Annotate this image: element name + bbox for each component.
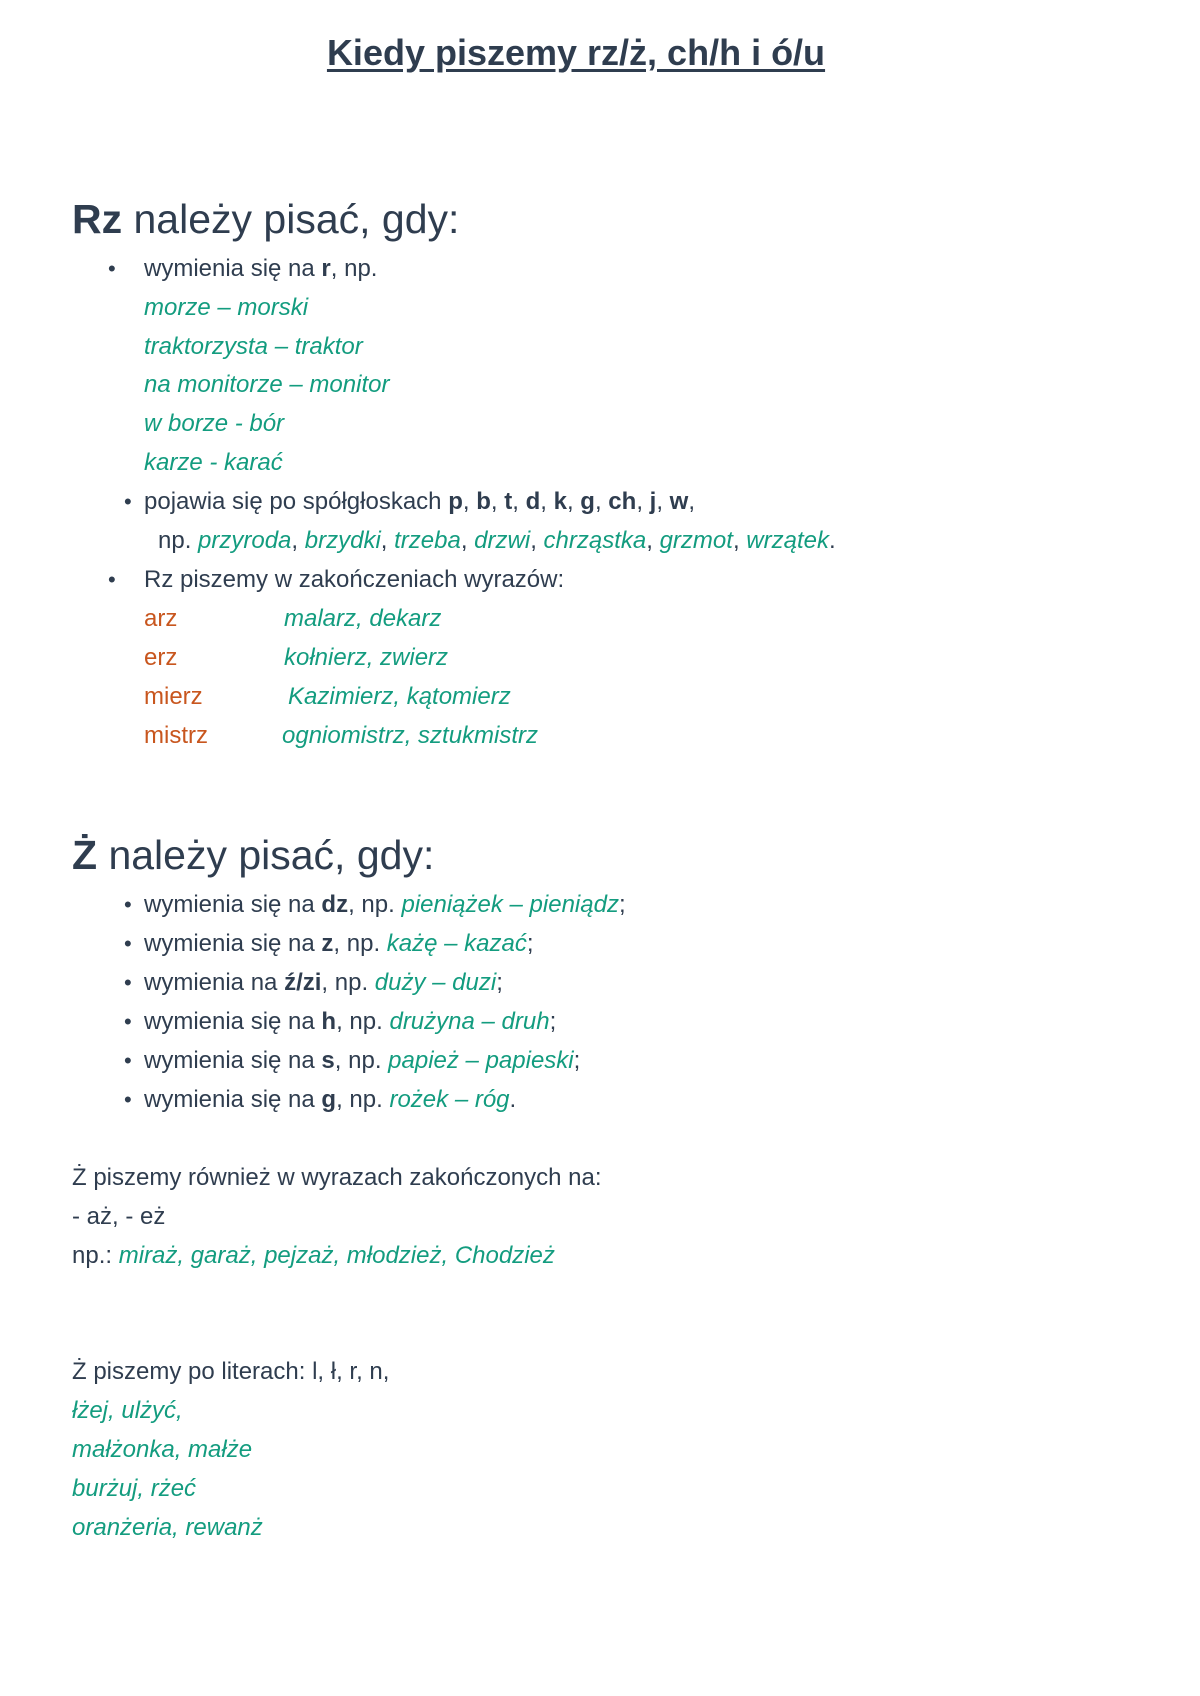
rz-section-heading [72, 196, 459, 243]
rz-example-1: morze – morski [144, 294, 309, 321]
z-bullet-4: wymienia się na h, np. drużyna – druh; [144, 1008, 557, 1035]
rz-heading-bold: Rz [72, 196, 123, 242]
bullet-dot: • [124, 1048, 132, 1073]
z-letters-example-2: małżonka, małże [72, 1436, 253, 1463]
rz-bullet2-examples: np. przyroda, brzydki, trzeba, drzwi, chrząstka, grzmot, wrzątek. [158, 527, 836, 554]
rz-suffix-mierz-examples: Kazimierz, kątomierz [288, 683, 511, 710]
z-bullet-1: wymienia się na dz, np. pieniążek – pieniądz; [144, 891, 626, 918]
page-title: Kiedy piszemy rz/ż, ch/h i ó/u [326, 32, 826, 73]
bullet-dot: • [124, 970, 132, 995]
z-bullet-2: wymienia się na z, np. każę – kazać; [144, 930, 534, 957]
rz-suffix-mistrz: mistrz [144, 722, 208, 749]
z-bullet-3: wymienia na ź/zi, np. duży – duzi; [144, 969, 503, 996]
z-letters-intro: Ż piszemy po literach: l, ł, r, n, [72, 1358, 390, 1385]
rz-example-3: na monitorze – monitor [144, 371, 390, 398]
z-bullet-5: wymienia się na s, np. papież – papieski; [144, 1047, 581, 1074]
z-section-heading [72, 832, 434, 879]
rz-example-2: traktorzysta – traktor [144, 333, 363, 360]
bullet-dot: • [108, 256, 116, 281]
bullet-dot: • [124, 931, 132, 956]
bullet-dot: • [124, 892, 132, 917]
rz-suffix-mistrz-examples: ogniomistrz, sztukmistrz [282, 722, 539, 749]
rz-example-5: karze - karać [144, 449, 283, 476]
z-endings-examples: np.: miraż, garaż, pejzaż, młodzież, Chodzież [72, 1242, 555, 1269]
z-heading-rest: należy pisać, gdy: [97, 832, 435, 878]
rz-suffix-erz: erz [144, 644, 178, 671]
z-letters-example-3: burżuj, rżeć [72, 1475, 197, 1502]
z-endings-list: - aż, - eż [72, 1203, 166, 1230]
bullet-dot: • [108, 567, 116, 592]
rz-bullet2-text: pojawia się po spółgłoskach p, b, t, d, k, g, ch, j, w, [144, 488, 696, 515]
rz-suffix-arz-examples: malarz, dekarz [284, 605, 442, 632]
rz-suffix-erz-examples: kołnierz, zwierz [284, 644, 449, 671]
z-letters-example-4: oranżeria, rewanż [72, 1514, 263, 1541]
bullet-dot: • [124, 1009, 132, 1034]
z-letters-example-1: łżej, ulżyć, [72, 1397, 183, 1424]
rz-suffix-arz: arz [144, 605, 178, 632]
bullet-dot: • [124, 489, 132, 514]
rz-bullet3-text: Rz piszemy w zakończeniach wyrazów: [144, 566, 565, 593]
rz-bullet1-text: wymienia się na r, np. [144, 255, 378, 282]
z-bullet-6: wymienia się na g, np. rożek – róg. [144, 1086, 517, 1113]
rz-suffix-mierz: mierz [144, 683, 203, 710]
rz-heading-rest: należy pisać, gdy: [122, 196, 460, 242]
rz-example-4: w borze - bór [144, 410, 285, 437]
bullet-dot: • [124, 1087, 132, 1112]
z-endings-intro: Ż piszemy również w wyrazach zakończonych na: [72, 1164, 602, 1191]
z-heading-bold: Ż [72, 832, 98, 878]
